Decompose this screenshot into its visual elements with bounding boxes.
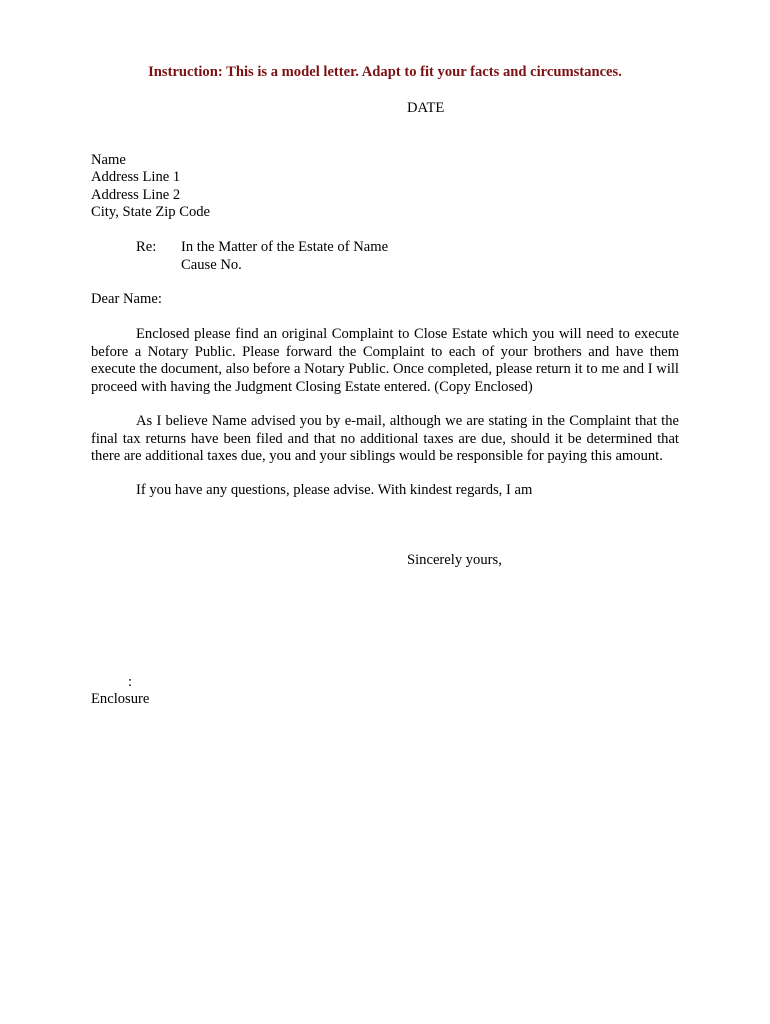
body-paragraph-1: [91, 326, 679, 396]
recipient-name: Name: [91, 152, 126, 168]
re-matter: In the Matter of the Estate of Name: [181, 239, 389, 255]
body-paragraph-3-text: If you have any questions, please advise. With kindest regards, I am: [136, 482, 533, 498]
salutation: Dear Name:: [91, 291, 162, 307]
city-state-zip: City, State Zip Code: [91, 204, 211, 220]
address-line-1: Address Line 1: [91, 169, 181, 185]
enclosure-note: Enclosure: [91, 691, 150, 707]
re-cause-number: Cause No.: [181, 257, 242, 273]
body-paragraph-2-text: As I believe Name advised you by e-mail, although we are stating in the Complaint that the final tax returns have been filed and that no additional taxes are due, should it be determined that there are additional taxes due, you and your siblings would be responsible for paying this amount.: [91, 413, 679, 464]
closing: Sincerely yours,: [407, 552, 502, 568]
letter-date: DATE: [407, 100, 445, 116]
body-paragraph-3: [91, 482, 679, 500]
body-paragraph-2: [91, 413, 679, 466]
re-label: Re:: [136, 239, 157, 255]
body-paragraph-1-text: Enclosed please find an original Complaint to Close Estate which you will need to execute before a Notary Public. Please forward the Complaint to each of your brothers and have them execute the document, also before a Notary Public. Once completed, please return it to me and I will proceed with having the Judgment Closing Estate entered. (Copy Enclosed): [91, 326, 679, 395]
address-line-2: Address Line 2: [91, 187, 181, 203]
instruction-note: Instruction: This is a model letter. Adapt to fit your facts and circumstances.: [148, 64, 622, 80]
initials-marker: :: [128, 674, 133, 690]
